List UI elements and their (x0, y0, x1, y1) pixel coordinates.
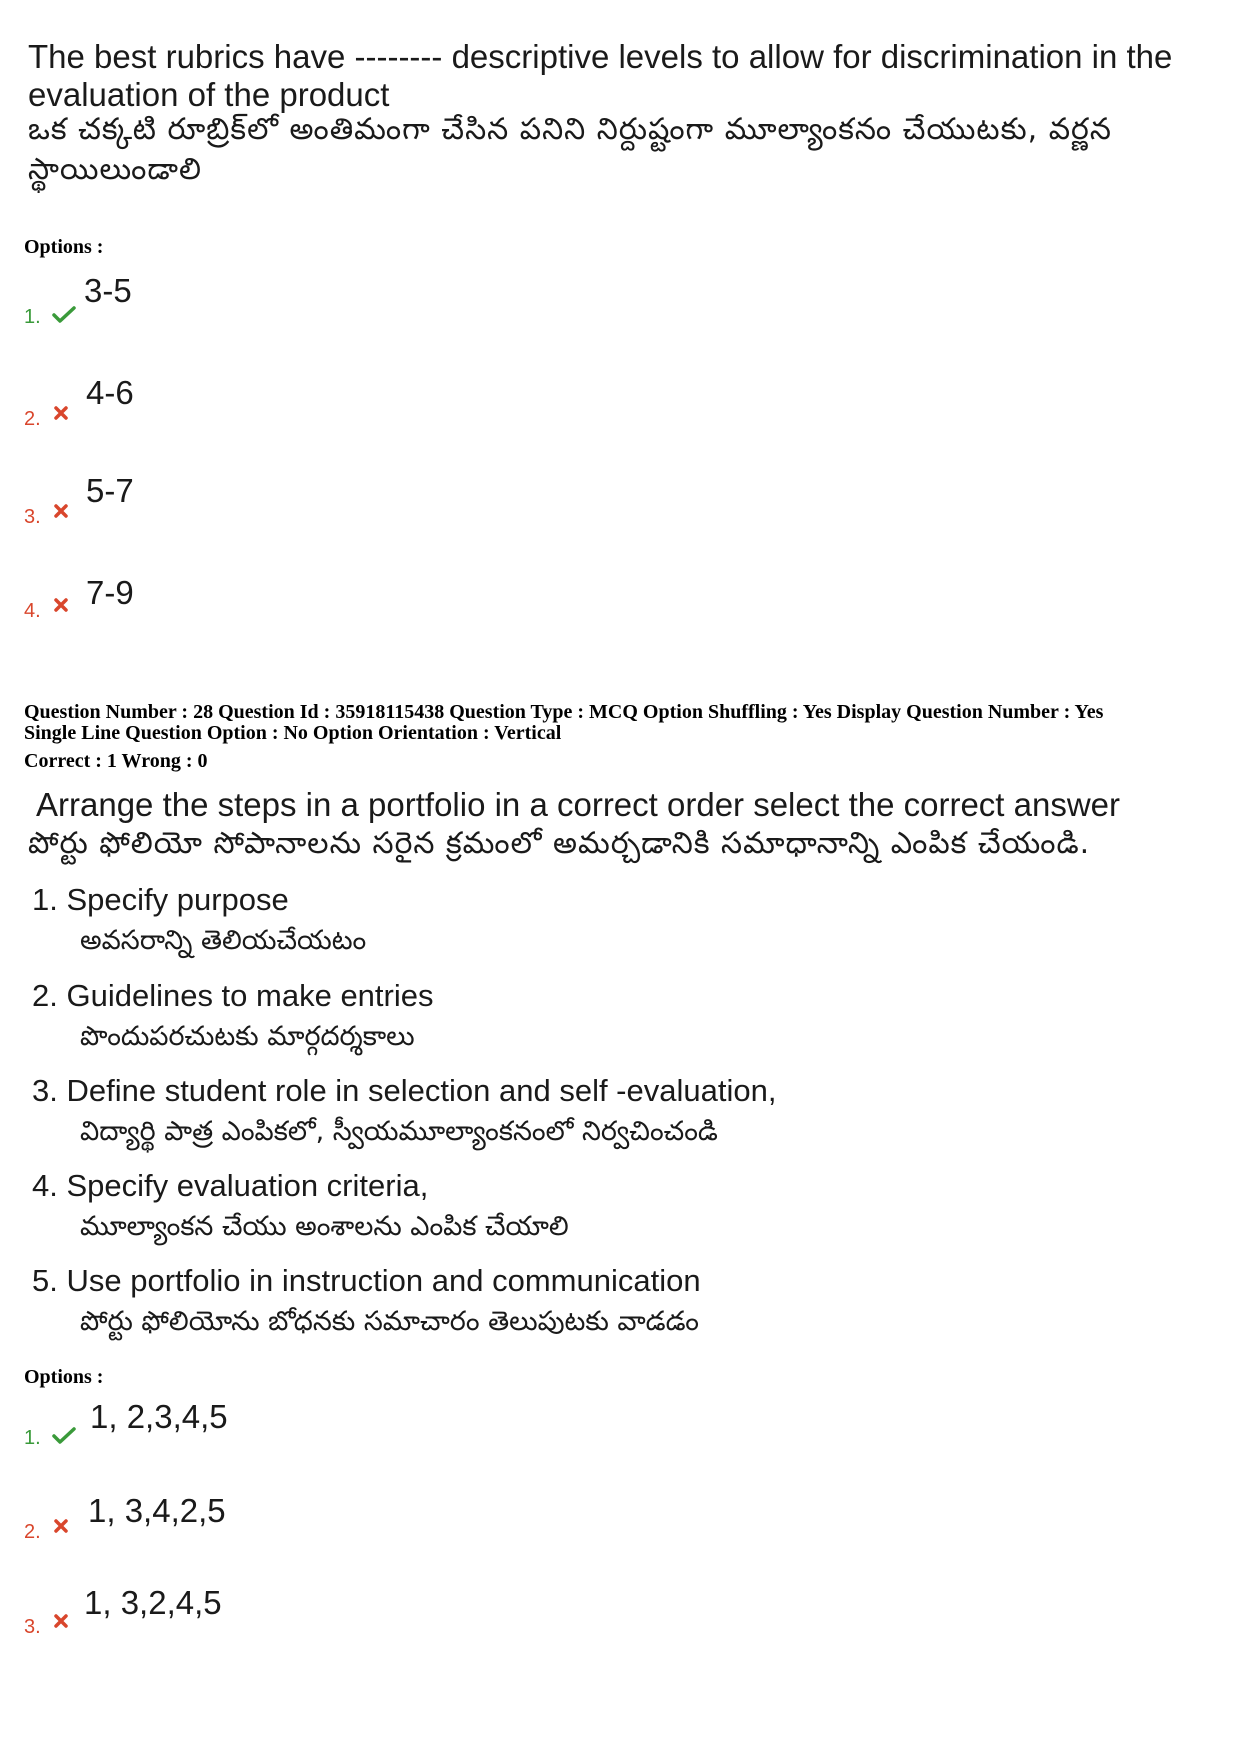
cross-icon (52, 596, 70, 614)
q2-text-te: పోర్టు ఫోలియో సోపానాలను సరైన క్రమంలో అమర్చడానికి సమాధానాన్ని ఎంపిక చేయండి. (28, 826, 1091, 861)
q2-step-4-en: 4. Specify evaluation criteria, (32, 1168, 429, 1203)
option-number: 3. (24, 1616, 41, 1638)
option-number: 1. (24, 306, 41, 328)
option-number: 3. (24, 506, 41, 528)
cross-icon (52, 1517, 70, 1535)
option-number: 2. (24, 1521, 41, 1543)
q2-option-1[interactable] (24, 1427, 41, 1450)
q1-option-4-text: 7-9 (86, 574, 134, 611)
q1-option-3[interactable] (24, 506, 41, 529)
cross-icon (52, 404, 70, 422)
option-number: 1. (24, 1427, 41, 1449)
q2-step-4-te: మూల్యాంకన చేయు అంశాలను ఎంపిక చేయాలి (80, 1211, 569, 1242)
cross-icon (52, 502, 70, 520)
q2-step-2-te: పొందుపరచుటకు మార్గదర్శకాలు (80, 1021, 415, 1052)
q1-option-2[interactable] (24, 408, 41, 431)
q1-option-1-text: 3-5 (84, 272, 132, 309)
check-icon (52, 305, 76, 325)
q2-step-3-te: విద్యార్థి పాత్ర ఎంపికలో, స్వీయమూల్యాంకనంలో నిర్వచించండి (80, 1116, 718, 1147)
q2-option-3-text: 1, 3,2,4,5 (84, 1584, 222, 1621)
q2-step-5-en: 5. Use portfolio in instruction and communication (32, 1263, 701, 1298)
q2-step-5-te: పోర్టు ఫోలియోను బోధనకు సమాచారం తెలుపుటకు వాడడం (80, 1306, 699, 1337)
q1-text-te: ఒక చక్కటి రూబ్రిక్‌లో అంతిమంగా చేసిన పనిని నిర్దుష్టంగా మూల్యాంకనం చేయుటకు, వర్ణన స్థాయిలుండాలి (28, 112, 1112, 187)
q1-option-3-text: 5-7 (86, 472, 134, 509)
check-icon (52, 1426, 76, 1446)
q2-option-2[interactable] (24, 1521, 41, 1544)
q2-meta-line-1: Question Number : 28 Question Id : 35918115438 Question Type : MCQ Option Shuffling : Yes Display Question Number : Yes (24, 701, 1104, 723)
q2-step-1-en: 1. Specify purpose (32, 882, 289, 917)
q2-option-3[interactable] (24, 1616, 41, 1639)
q1-option-2-text: 4-6 (86, 374, 134, 411)
q1-option-1[interactable] (24, 306, 41, 329)
q2-options-label: Options : (24, 1366, 104, 1388)
q2-marks: Correct : 1 Wrong : 0 (24, 750, 208, 772)
q2-meta-line-2: Single Line Question Option : No Option Orientation : Vertical (24, 722, 562, 744)
q2-text-en: Arrange the steps in a portfolio in a correct order select the correct answer (36, 786, 1121, 823)
q2-step-2-en: 2. Guidelines to make entries (32, 978, 434, 1013)
q1-options-label: Options : (24, 236, 104, 258)
cross-icon (52, 1612, 70, 1630)
q1-option-4[interactable] (24, 600, 41, 623)
q2-step-3-en: 3. Define student role in selection and self -evaluation, (32, 1073, 777, 1108)
q2-option-1-text: 1, 2,3,4,5 (90, 1398, 228, 1435)
option-number: 4. (24, 600, 41, 622)
option-number: 2. (24, 408, 41, 430)
q1-text-en: The best rubrics have -------- descriptive levels to allow for discrimination in the evaluation of the product (28, 38, 1173, 113)
q2-option-2-text: 1, 3,4,2,5 (88, 1492, 226, 1529)
q2-step-1-te: అవసరాన్ని తెలియచేయటం (80, 925, 367, 956)
